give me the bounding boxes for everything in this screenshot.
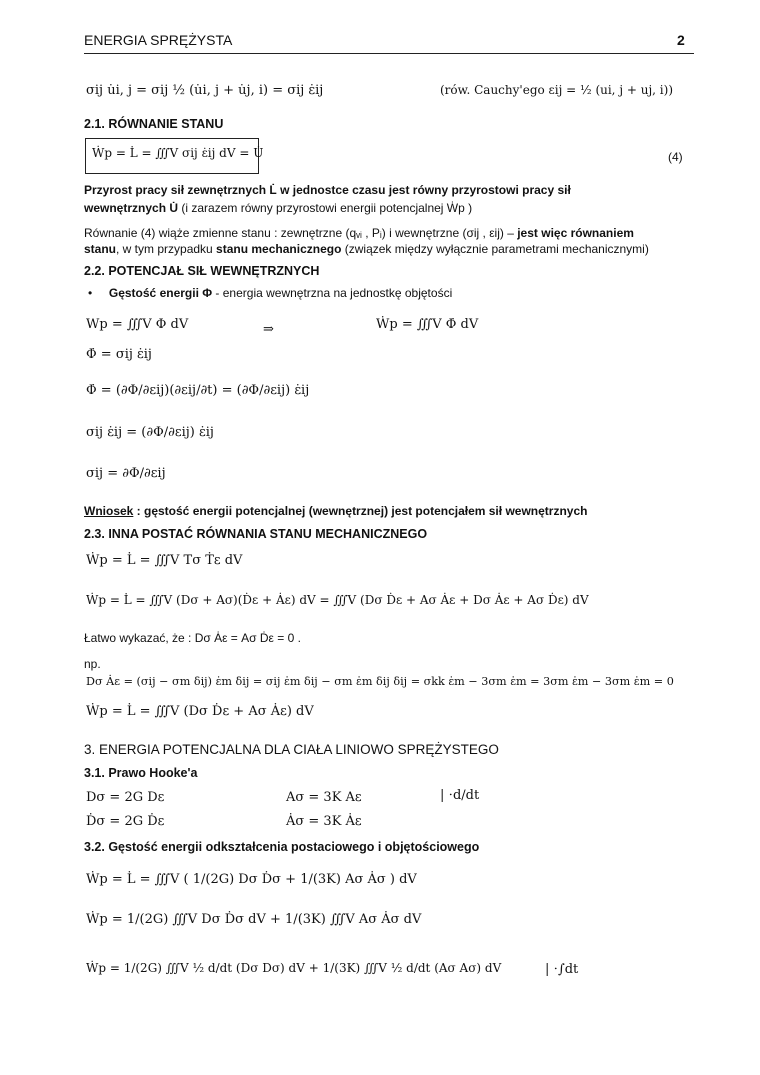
section-3-1-title: 3.1. Prawo Hooke'a: [84, 766, 198, 780]
paragraph-2-stanu: stanu: [84, 242, 117, 256]
paragraph-2-a: Równanie (4) wiąże zmienne stanu : zewnętrzne (qᵥᵢ , Pᵢ) i wewnętrzne (σij , εij) –: [84, 226, 518, 240]
equation-sigma-eps: σij ε̇ij = (∂Φ/∂εij) ε̇ij: [86, 425, 214, 440]
section-2-3-title: 2.3. INNA POSTAĆ RÓWNANIA STANU MECHANICZNEGO: [84, 527, 428, 541]
derivative-note: | ⋅d/dt: [440, 788, 480, 803]
equation-3-2-a: Ẇp = L̇ = ∭V ( 1/(2G) Dσ Ḋσ + 1/(3K) Aσ Ȧσ ) dV: [86, 872, 417, 887]
equation-2-3-c: Dσ Ȧε = (σij − σm δij) ε̇m δij = σij ε̇m δij − σm ε̇m δij δij = σkk ε̇m − 3σm ε̇m = 3σm ε̇m − 3σm ε̇m = 0: [86, 675, 674, 688]
page-number: 2: [677, 32, 685, 48]
page-header-title: ENERGIA SPRĘŻYSTA: [84, 32, 233, 48]
section-2-2-title: 2.2. POTENCJAŁ SIŁ WEWNĘTRZNYCH: [84, 264, 320, 278]
equation-sigma-potential: σij = ∂Φ/∂εij: [86, 466, 166, 481]
bullet-rest: - energia wewnętrzna na jednostkę objętości: [212, 286, 453, 300]
conclusion-text: : gęstość energii potencjalnej (wewnętrznej) jest potencjałem sił wewnętrznych: [133, 504, 588, 518]
paragraph-2-b: jest więc równaniem: [517, 226, 634, 240]
equation-wp: Wp = ∭V Φ dV: [86, 317, 189, 332]
paragraph-2-mech: stanu mechanicznego: [216, 242, 342, 256]
equation-3-2-b: Ẇp = 1/(2G) ∭V Dσ Ḋσ dV + 1/(3K) ∭V Aσ Ȧσ dV: [86, 912, 422, 927]
equation-3-2-c: Ẇp = 1/(2G) ∭V ½ d/dt (Dσ Dσ) dV + 1/(3K) ∭V ½ d/dt (Aσ Aσ) dV: [86, 961, 502, 975]
paragraph-2-line-2: [84, 242, 649, 256]
statement-latwo: Łatwo wykazać, że : Dσ Ȧε = Aσ Ḋε = 0 .: [84, 631, 301, 645]
hooke-d-dot: Ḋσ = 2G Ḋε: [86, 814, 165, 829]
hooke-a-dot: Ȧσ = 3K Ȧε: [286, 814, 362, 829]
paragraph-1-line-2: [84, 201, 472, 215]
equation-phi-chain: Φ̇ = (∂Φ/∂εij)(∂εij/∂t) = (∂Φ/∂εij) ε̇ij: [86, 383, 310, 398]
bullet-icon: •: [88, 286, 109, 300]
np-label: np.: [84, 657, 101, 671]
conclusion-label: Wniosek: [84, 504, 134, 518]
section-2-1-title: 2.1. RÓWNANIE STANU: [84, 117, 224, 131]
paragraph-1-bold: wewnętrznych U̇: [84, 201, 179, 215]
paragraph-2-c: , w tym przypadku: [116, 242, 217, 256]
paragraph-2-line-1: [84, 226, 634, 240]
paragraph-1-line-1: Przyrost pracy sił zewnętrznych L̇ w jednostce czasu jest równy przyrostowi pracy sił: [84, 183, 571, 197]
equation-2-3-b: Ẇp = L̇ = ∭V (Dσ + Aσ)(Ḋε + Ȧε) dV = ∭V (Dσ Ḋε + Aσ Ȧε + Dσ Ȧε + Aσ Ḋε) dV: [86, 593, 589, 607]
header-rule: [84, 53, 694, 54]
equation-phi-dot: Φ̇ = σij ε̇ij: [86, 347, 152, 362]
equation-cauchy: (rów. Cauchy'ego εij = ½ (ui, j + uj, i)): [440, 83, 673, 97]
boxed-equation: Ẇp = L̇ = ∭V σij ε̇ij dV = U̇: [92, 146, 264, 160]
equation-number-4: (4): [668, 150, 683, 164]
hooke-a: Aσ = 3K Aε: [286, 790, 362, 805]
bullet-bold: Gęstość energii Φ: [108, 286, 213, 300]
equation-top: σij u̇i, j = σij ½ (u̇i, j + u̇j, i) = σij ε̇ij: [86, 83, 324, 98]
conclusion: [84, 504, 587, 518]
hooke-d: Dσ = 2G Dε: [86, 790, 165, 805]
section-3-2-title: 3.2. Gęstość energii odkształcenia postaciowego i objętościowego: [84, 840, 480, 854]
integral-note: | ⋅∫dt: [545, 962, 579, 977]
equation-wp-dot: Ẇp = ∭V Φ̇ dV: [376, 317, 479, 332]
equation-2-3-d: Ẇp = L̇ = ∭V (Dσ Ḋε + Aσ Ȧε) dV: [86, 704, 314, 719]
paragraph-2-d: (związek między wyłącznie parametrami mechanicznymi): [341, 242, 649, 256]
paragraph-1-rest: (i zarazem równy przyrostowi energii potencjalnej Ẇp ): [178, 201, 473, 215]
equation-2-3-a: Ẇp = L̇ = ∭V Tσ Ṫε dV: [86, 553, 243, 568]
implies-arrow: ⇒: [263, 322, 274, 337]
bullet-item: [88, 286, 452, 300]
section-3-title: 3. ENERGIA POTENCJALNA DLA CIAŁA LINIOWO SPRĘŻYSTEGO: [84, 742, 499, 757]
